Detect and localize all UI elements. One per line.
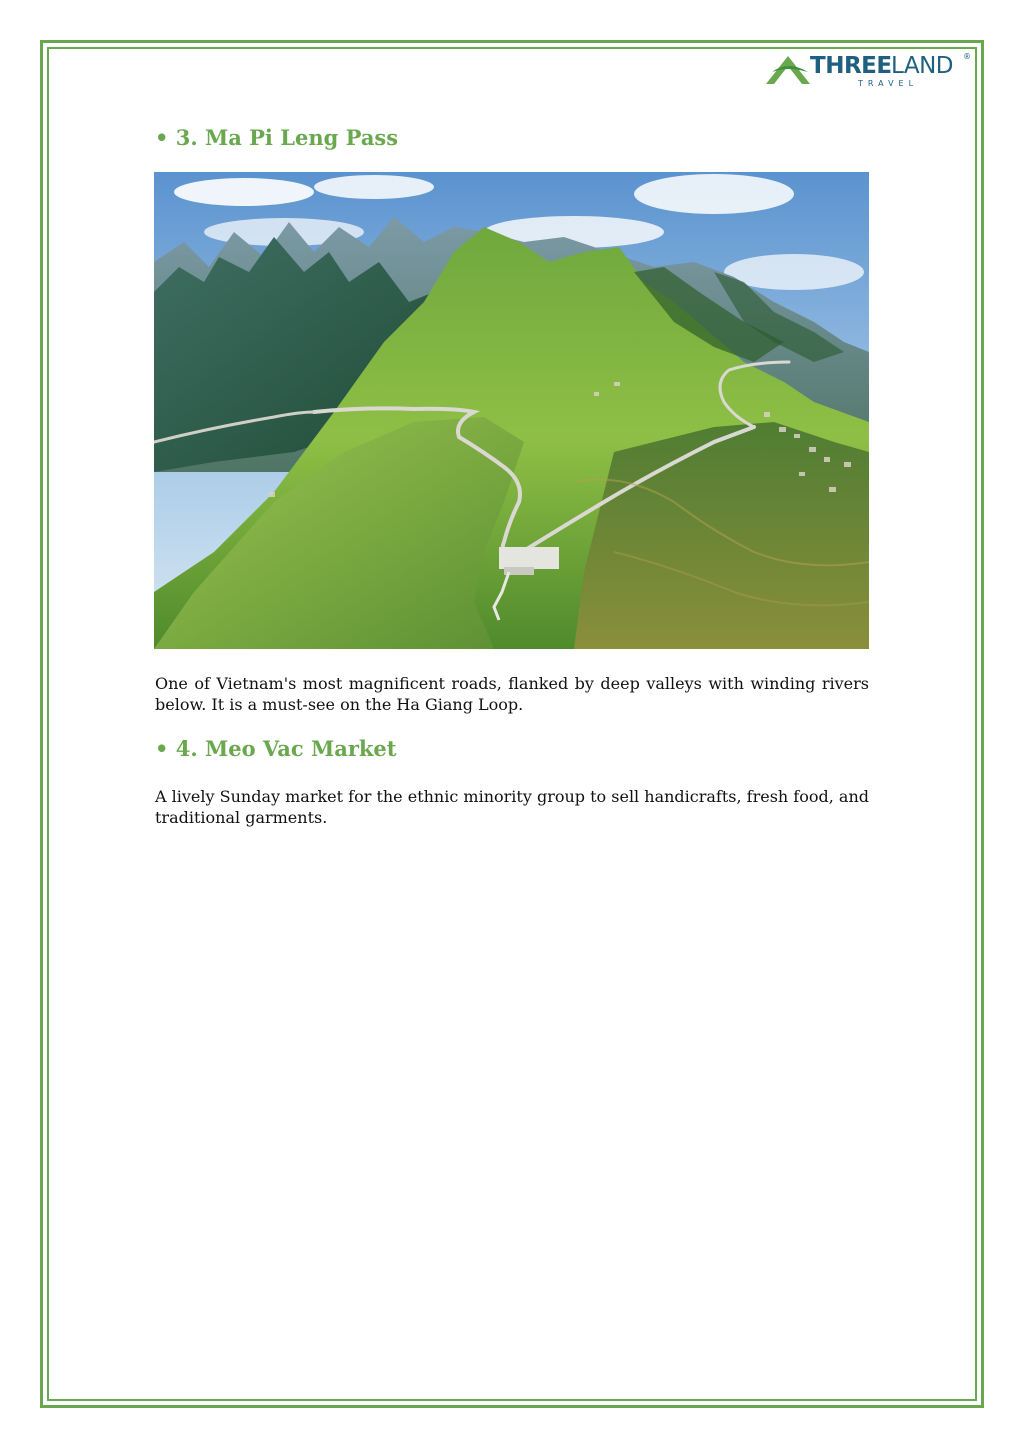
- logo-registered-mark: ®: [963, 52, 971, 61]
- section-heading-ma-pi-leng: • 3. Ma Pi Leng Pass: [155, 125, 399, 150]
- mountain-logo-icon: [764, 50, 814, 88]
- logo-brand-light: LAND: [891, 53, 953, 79]
- ma-pi-leng-photo: [154, 172, 869, 649]
- mountain-landscape-image: [154, 172, 869, 649]
- section-body-meo-vac: A lively Sunday market for the ethnic minority group to sell handicrafts, fresh food, and traditional garments.: [155, 787, 869, 827]
- section-heading-meo-vac: • 4. Meo Vac Market: [155, 736, 397, 761]
- logo-brand-strong: THREE: [810, 53, 892, 79]
- threeland-travel-logo: [764, 50, 976, 92]
- section-body-ma-pi-leng: One of Vietnam's most magnificent roads, flanked by deep valleys with winding rivers below. It is a must-see on the Ha Giang Loop.: [155, 674, 869, 714]
- logo-subtitle: TRAVEL: [858, 79, 919, 88]
